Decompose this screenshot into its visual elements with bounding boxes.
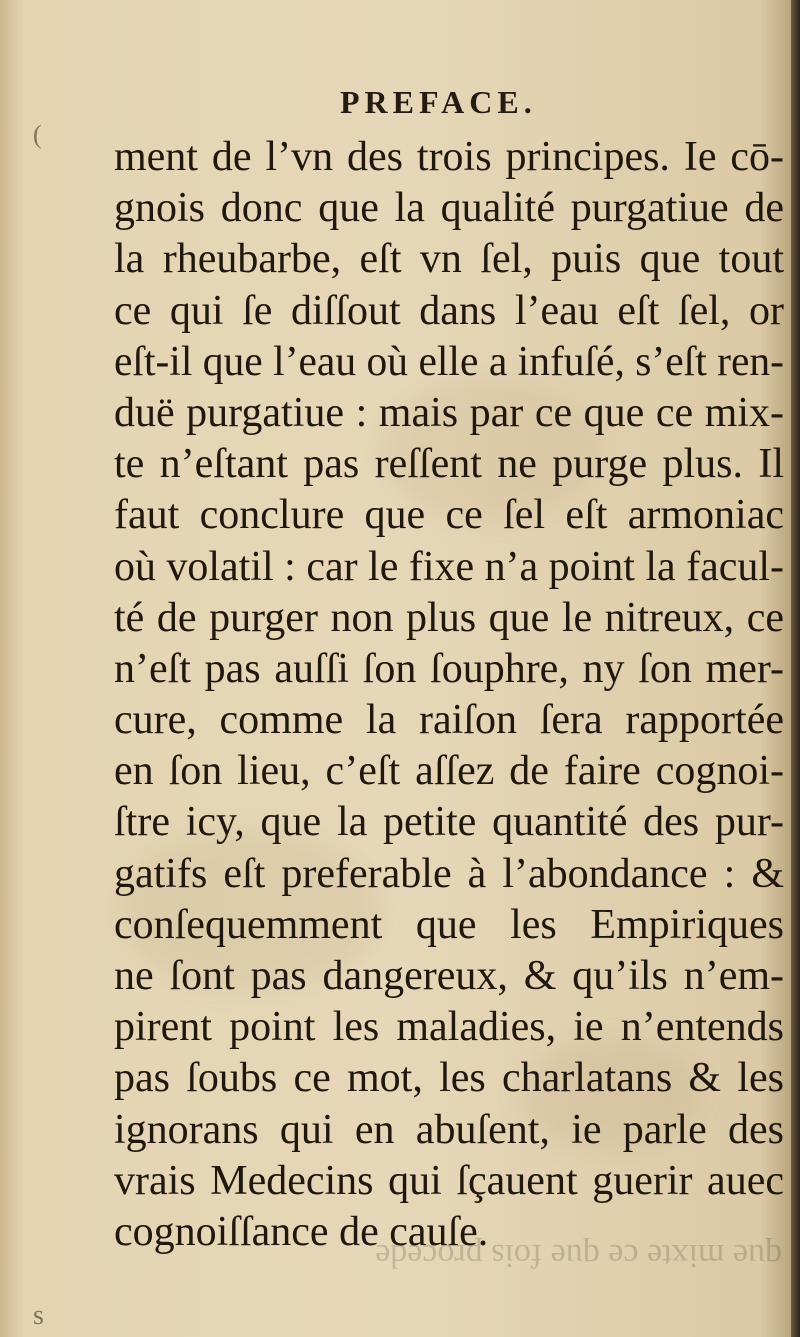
text-line: ment de l’vn des trois principes. Ie cō- — [114, 134, 784, 180]
text-line: où volatil : car le fixe n’a point la facul- — [114, 543, 784, 590]
text-line: duë purgatiue : mais par ce que ce mix- — [114, 389, 784, 436]
text-line: gatifs eſt preferable à l’abondance : & — [114, 850, 784, 897]
text-line: cure, comme la raiſon ſera rapportée — [114, 697, 784, 744]
text-line: ne ſont pas dangereux, & qu’ils n’em- — [114, 953, 784, 999]
text-line: conſequemment que les Empiriques — [114, 901, 784, 948]
text-line: eſt-il que l’eau où elle a infuſé, s’eſt ren- — [114, 338, 784, 385]
margin-mark: ( — [33, 120, 42, 149]
text-line: n’eſt pas auſſi ſon ſouphre, ny ſon mer- — [114, 645, 784, 692]
running-head: PREFACE. — [340, 84, 537, 120]
text-line: la rheubarbe, eſt vn ſel, puis que tout — [114, 236, 784, 283]
page-edge-shadow — [791, 0, 800, 1337]
text-line: ce qui ſe diſſout dans l’eau eſt ſel, or — [114, 287, 784, 334]
text-line: té de purger non plus que le nitreux, ce — [114, 594, 784, 641]
text-line: pas ſoubs ce mot, les charlatans & les — [114, 1055, 784, 1102]
show-through-text: que mixte ce que fois procede — [375, 1237, 782, 1274]
text-line: vrais Medecins qui ſçauent guerir auec — [114, 1157, 784, 1204]
text-line: cognoiſſance de cauſe. — [114, 1208, 489, 1255]
margin-mark: s — [33, 1300, 44, 1331]
text-line: faut conclure que ce ſel eſt armoniac — [114, 492, 784, 539]
text-line: ſtre icy, que la petite quantité des pur- — [114, 799, 784, 846]
text-line: te n’eſtant pas reſſent ne purge plus. Il — [114, 441, 784, 488]
text-line: ignorans qui en abuſent, ie parle des — [114, 1106, 784, 1153]
text-line: en ſon lieu, c’eſt aſſez de faire cognoi- — [114, 748, 784, 795]
text-line: pirent point les maladies, ie n’entends — [114, 1004, 784, 1051]
text-block — [114, 132, 784, 1258]
text-line: gnois donc que la qualité purgatiue de — [114, 185, 784, 232]
